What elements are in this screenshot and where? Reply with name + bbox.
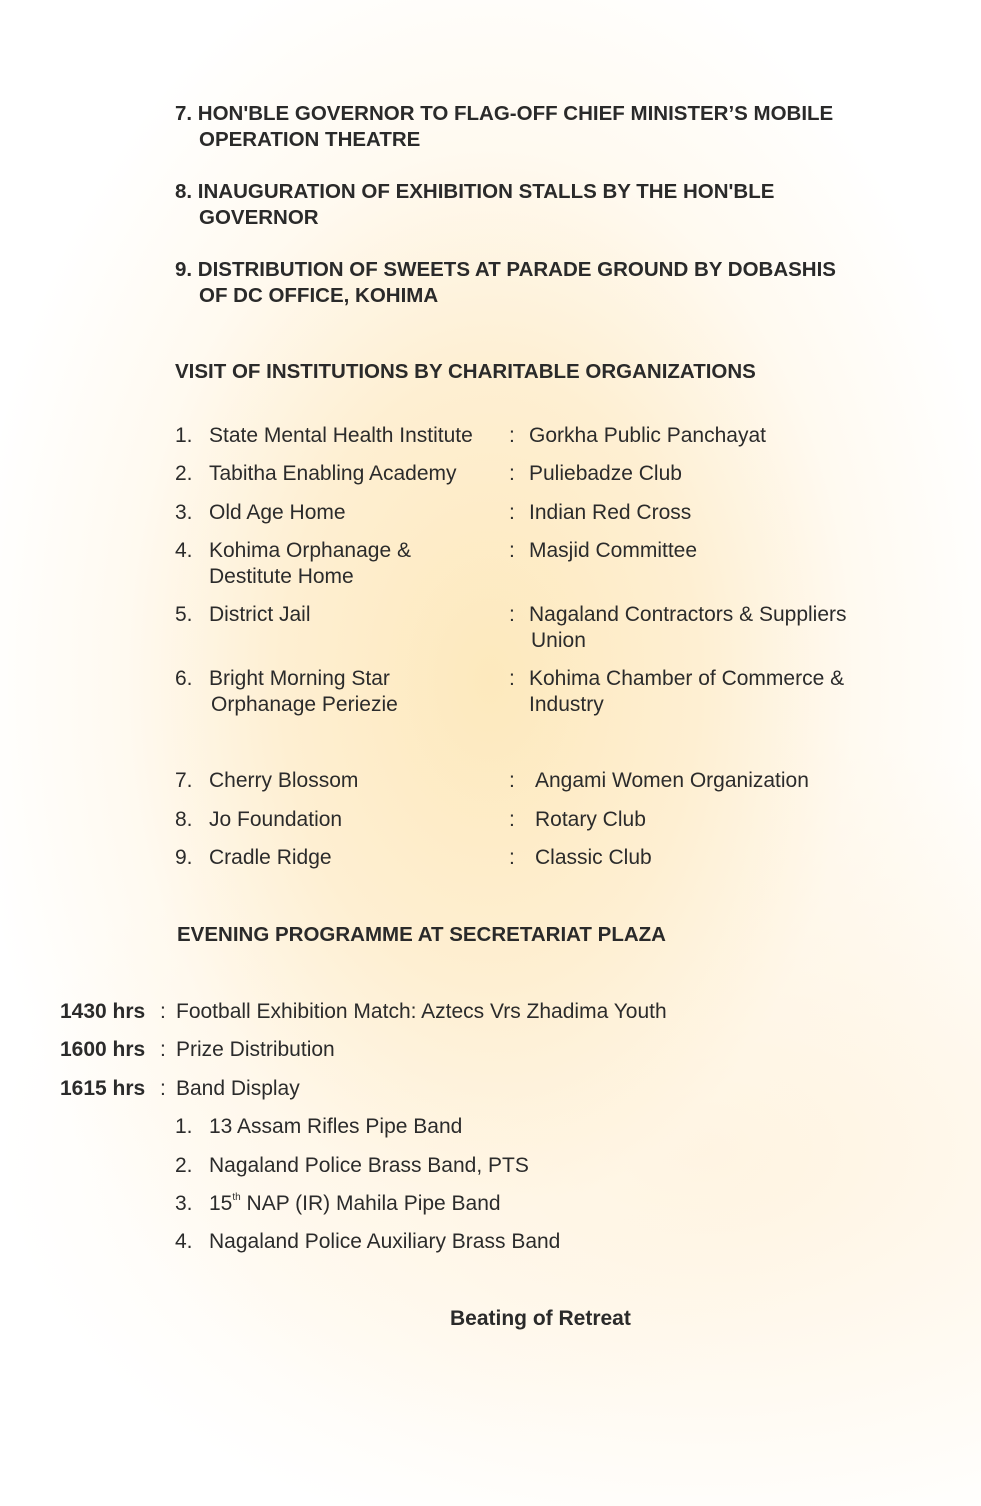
visit-row: 7. Cherry Blossom : Angami Women Organization: [175, 769, 809, 792]
visit-row: 8. Jo Foundation : Rotary Club: [175, 808, 646, 831]
schedule-row: 1600 hrs : Prize Distribution: [60, 1038, 335, 1061]
visit-row: 9. Cradle Ridge : Classic Club: [175, 846, 652, 869]
visit-row: 5. District Jail : Nagaland Contractors & Suppliers Union: [175, 603, 847, 652]
programme-item-9: 9. DISTRIBUTION OF SWEETS AT PARADE GROUND BY DOBASHIS OF DC OFFICE, KOHIMA: [175, 258, 836, 307]
band-item: 2. Nagaland Police Brass Band, PTS: [175, 1154, 529, 1177]
schedule-row: 1430 hrs : Football Exhibition Match: Aztecs Vrs Zhadima Youth: [60, 1000, 667, 1023]
programme-item-8: 8. INAUGURATION OF EXHIBITION STALLS BY THE HON'BLE GOVERNOR: [175, 180, 775, 229]
visit-row: 2. Tabitha Enabling Academy : Puliebadze Club: [175, 462, 682, 485]
programme-item-7: 7. HON'BLE GOVERNOR TO FLAG-OFF CHIEF MINISTER’S MOBILE OPERATION THEATRE: [175, 102, 834, 151]
visit-row: 3. Old Age Home : Indian Red Cross: [175, 501, 692, 524]
visit-heading: VISIT OF INSTITUTIONS BY CHARITABLE ORGANIZATIONS: [175, 360, 756, 383]
band-item: 3. 15th NAP (IR) Mahila Pipe Band: [175, 1192, 501, 1215]
band-item: 4. Nagaland Police Auxiliary Brass Band: [175, 1230, 561, 1253]
evening-heading: EVENING PROGRAMME AT SECRETARIAT PLAZA: [177, 923, 666, 946]
visit-row: 6. Bright Morning Star Orphanage Periezie : Kohima Chamber of Commerce & Industry: [175, 667, 845, 716]
schedule-row: 1615 hrs : Band Display: [60, 1077, 300, 1100]
band-item: 1. 13 Assam Rifles Pipe Band: [175, 1115, 463, 1138]
visit-row: 4. Kohima Orphanage & Destitute Home : Masjid Committee: [175, 539, 698, 588]
closing-title: Beating of Retreat: [450, 1307, 631, 1330]
visit-row: 1. State Mental Health Institute : Gorkha Public Panchayat: [175, 424, 766, 447]
